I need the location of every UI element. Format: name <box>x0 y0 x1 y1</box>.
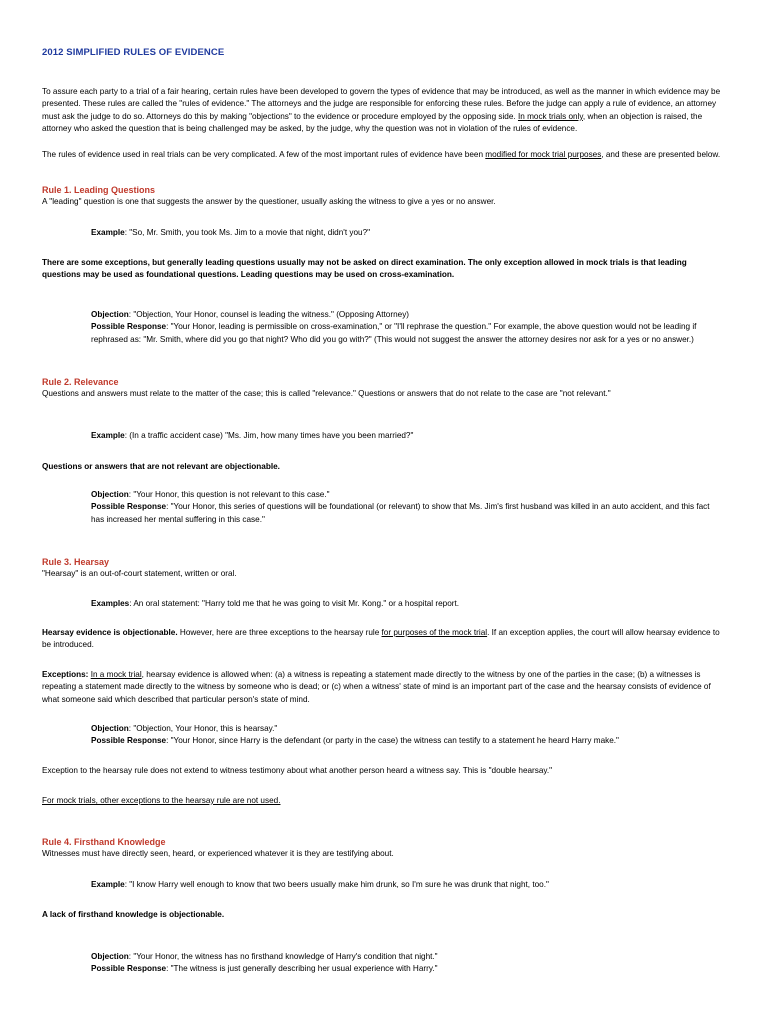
rule3-exceptions <box>42 669 726 706</box>
rule4-definition: Witnesses must have directly seen, heard, or experienced whatever it is they are testifying about. <box>42 849 394 859</box>
example-label: Example <box>91 431 125 440</box>
response-label: Possible Response <box>91 736 167 746</box>
example-text: : "So, Mr. Smith, you took Ms. Jim to a movie that night, didn't you?" <box>124 228 371 237</box>
response-label: Possible Response <box>91 322 167 332</box>
rule4-example <box>91 879 721 891</box>
objection-label: Objection <box>91 724 129 733</box>
example-text: : An oral statement: "Harry told me that he was going to visit Mr. Kong." or a hospital report. <box>129 599 460 608</box>
rule3-note-bold: Hearsay evidence is objectionable. <box>42 628 178 637</box>
rule2-objection-block <box>91 489 721 526</box>
rule3-heading: Rule 3. Hearsay <box>42 557 110 567</box>
intro-p1-text-after: , when an objection is raised, the attorney who asked the question that is being challenged may be asked, by the judge, why the question was not in violation of the rules of evidence. <box>42 111 703 134</box>
intro-p1-text: To assure each party to a trial of a fair hearing, certain rules have been developed to govern the types of evidence that may be introduced, as well as the manner in which evidence may be presented. These rules are called the "rules of evidence." The attorneys and the judge are responsible for enforcing these rules. Before the judge can apply a rule of evidence, an attorney must ask the judge to do so. Attorneys do this by making "objections" to the evidence or procedure employed by the opposing side. <box>42 87 721 121</box>
example-text: : "I know Harry well enough to know that two beers usually make him drunk, so I'm sure he was drunk that night, too." <box>124 880 549 889</box>
exceptions-underline: In a mock trial <box>90 670 142 679</box>
exceptions-text: , hearsay evidence is allowed when: (a) a witness is repeating a statement made directly to the witness by one of the parties in the case; (b) a witnesses is repeating a statement made directly to the witness by someone who is dead; or (c) when a witness' state of mind is an important part of the case and the hearsay consists of evidence of what someone said which described that particular person's state of mind. <box>42 670 711 704</box>
rule1-heading: Rule 1. Leading Questions <box>42 185 156 195</box>
rule4-heading: Rule 4. Firsthand Knowledge <box>42 837 166 847</box>
intro-paragraph-2 <box>42 149 726 161</box>
objection-label: Objection <box>91 490 129 499</box>
document-title: 2012 SIMPLIFIED RULES OF EVIDENCE <box>42 47 225 58</box>
objection-text: : "Objection, Your Honor, counsel is leading the witness." (Opposing Attorney) <box>128 310 410 319</box>
rule3-note <box>42 627 726 652</box>
intro-p1-underline: In mock trials only <box>517 111 583 121</box>
rule3-example <box>91 598 721 610</box>
rule2-example <box>91 430 721 442</box>
rule1-example <box>91 227 721 239</box>
objection-label: Objection <box>91 952 129 961</box>
intro-p2-underline: modified for mock trial purposes <box>485 150 602 159</box>
objection-label: Objection <box>91 310 129 319</box>
rule3-note-text: However, here are three exceptions to the hearsay rule <box>177 628 382 637</box>
rule2-section <box>42 376 726 401</box>
rule3-double-hearsay: Exception to the hearsay rule does not extend to witness testimony about what another person heard a witness say. This is "double hearsay." <box>42 766 553 775</box>
rule3-note-text-after: . If an exception applies, the court will allow hearsay evidence to be introduced. <box>42 628 720 650</box>
response-label: Possible Response <box>91 964 167 974</box>
objection-text: : "Your Honor, the witness has no firsthand knowledge of Harry's condition that night." <box>128 952 438 961</box>
intro-p2-text: The rules of evidence used in real trials can be very complicated. A few of the most important rules of evidence have been <box>42 150 486 159</box>
example-text: : (In a traffic accident case) "Ms. Jim, how many times have you been married?" <box>124 431 414 440</box>
intro-p2-text-after: , and these are presented below. <box>601 150 721 159</box>
rule4-objection-block <box>91 951 721 976</box>
exceptions-label: Exceptions: <box>42 670 89 679</box>
rule4-section <box>42 836 726 861</box>
rule3-objection-block <box>91 723 721 748</box>
intro-paragraph-1 <box>42 86 726 136</box>
response-label: Possible Response <box>91 502 167 512</box>
rule2-note: Questions or answers that are not relevant are objectionable. <box>42 462 280 471</box>
response-text: : "The witness is just generally describing her usual experience with Harry." <box>166 964 438 974</box>
rule3-note-underline: for purposes of the mock trial <box>381 628 488 637</box>
rule1-section <box>42 184 726 209</box>
other-exceptions-text: For mock trials, other exceptions to the hearsay rule are not used. <box>42 796 281 805</box>
objection-text: : "Your Honor, this question is not relevant to this case." <box>128 490 330 499</box>
example-label: Examples <box>91 599 130 608</box>
example-label: Example <box>91 880 125 889</box>
rule1-definition: A "leading" question is one that suggests the answer by the questioner, usually asking the witness to give a yes or no answer. <box>42 197 496 207</box>
objection-text: : "Objection, Your Honor, this is hearsay." <box>128 724 278 733</box>
rule3-section <box>42 556 726 581</box>
response-text: : "Your Honor, this series of questions will be foundational (or relevant) to show that Ms. Jim's first husband was killed in an auto accident, and this fact has increased her mental suffering in this case." <box>91 502 710 524</box>
response-text: : "Your Honor, since Harry is the defendant (or party in the case) the witness can testify to a statement he heard Harry make." <box>166 736 619 746</box>
rule2-definition: Questions and answers must relate to the matter of the case; this is called "relevance." Questions or answers that do not relate to the case are "not relevant." <box>42 389 611 399</box>
rule1-objection-block <box>91 309 721 346</box>
rule3-other-exceptions <box>42 795 726 807</box>
rule4-note: A lack of firsthand knowledge is objectionable. <box>42 910 225 919</box>
example-label: Example <box>91 228 125 237</box>
rule2-heading: Rule 2. Relevance <box>42 377 119 387</box>
rule1-note: There are some exceptions, but generally leading questions usually may not be asked on direct examination. The only exception allowed in mock trials is that leading questions may be used as foundational questions. Leading questions may be used on cross-examination. <box>42 258 687 280</box>
response-text: : "Your Honor, leading is permissible on cross-examination," or "I'll rephrase the question." For example, the above question would not be leading if rephrased as: "Mr. Smith, where did you go that night? Who did you go with?" (This would not suggest the answer the attorney desires nor ask for a yes or no answer.) <box>91 322 697 344</box>
rule3-definition: "Hearsay" is an out-of-court statement, written or oral. <box>42 569 237 579</box>
